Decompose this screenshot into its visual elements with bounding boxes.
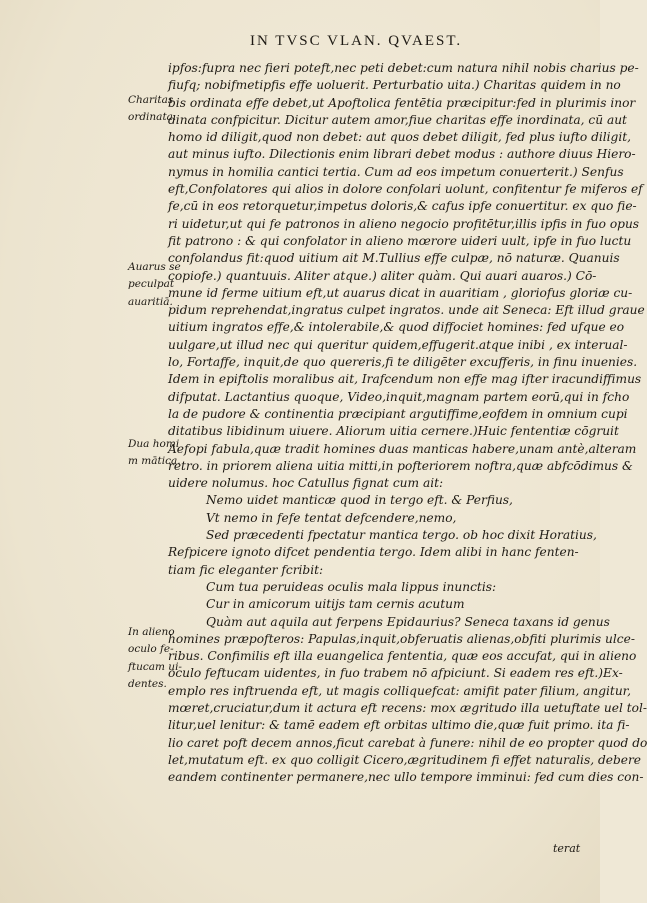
text-line: confolandus fit:quod uitium ait M.Tullius effe culpæ, nō naturæ. Quanuis [168,251,620,266]
text-line: Cur in amicorum uitijs tam cernis acutum [206,597,465,612]
text-line: lo, Fortaffe, inquit,de quo quereris,fi te diligēter excufferis, in finu inuenies. [168,355,638,370]
text-line: Quàm aut aquila aut ferpens Epidaurius? Seneca taxans id genus [206,614,610,629]
text-line: Aefopi fabula,quæ tradit homines duas manticas habere,unam antè,alteram [168,441,637,456]
text-line: litur,uel lenitur: & tamē eadem eft orbitas ultimo die,quæ fuit primo. ita fi- [168,718,630,733]
text-line: aut minus iufto. Dilectionis enim librari debet modus : authore diuus Hiero- [168,147,636,162]
text-line: fe,cū in eos retorquetur,impetus doloris,& cafus ipfe conuertitur. ex quo fie- [168,199,637,214]
text-line: fit patrono : & qui confolator in alieno mœrore uideri uult, ipfe in fuo luctu [168,233,632,248]
text-line: lio caret poft decem annos,ficut carebat à funere: nihil de eo propter quod do [168,735,647,750]
text-line: uulgare,ut illud nec qui queritur quidem,effugerit.atque inibi , ex interual- [168,337,628,352]
text-line: oculo feftucam uidentes, in fuo trabem nō afpiciunt. Si eadem res eft.)Ex- [168,666,623,681]
body-text [168,60,647,786]
text-line: uitium ingratos effe,& intolerabile,& quod diffociet homines: fed ufque eo [168,320,625,335]
text-line: fiufq; nobifmetipfis effe uoluerit. Perturbatio uita.) Charitas quidem in no [168,78,621,93]
text-line: mœret,cruciatur,dum it actura eft recens: mox ægritudo illa uetuftate uel tol- [168,700,647,715]
text-line: copiofe.) quantuuis. Aliter atque.) aliter quàm. Qui auari auaros.) Cō- [168,268,597,283]
text-line: dinata confpicitur. Dicitur autem amor,fiue charitas effe inordinata, cū aut [168,112,627,127]
text-line: eft,Confolatores qui alios in dolore confolari uolunt, confitentur fe miferos ef [168,182,643,197]
running-header: IN TVSC VLAN. QVAEST. [250,33,463,49]
text-line: ri uidetur,ut qui fe patronos in alieno negocio profitētur,illis ipfis in fuo opus [168,216,640,231]
text-line: Vt nemo in fefe tentat defcendere,nemo, [206,510,457,525]
text-line: ipfos:fupra nec fieri poteft,nec peti debet:cum natura nihil nobis charius pe- [168,61,639,75]
text-line: bis ordinata effe debet,ut Apoftolica fentētia præcipitur:fed in plurimis inor [168,95,636,110]
text-line: Idem in epiftolis moralibus ait, Irafcendum non effe mag ifter iracundiffimus [168,372,642,387]
margin-note-line: m mātica. [128,455,181,468]
text-line: la de pudore & continentia præcipiant argutiffime,eofdem in omnium cupi [168,406,628,421]
text-line: pidum reprehendat,ingratus culpet ingratos. unde ait Seneca: Eft illud graue [168,303,645,318]
text-line: Sed præcedenti fpectatur mantica tergo. ob hoc dixit Horatius, [206,528,597,543]
text-line: nymus in homilia cantici tertia. Cum ad eos impetum conuerterit.) Senfus [168,164,624,179]
text-line: emplo res inftruenda eft, ut magis colliquefcat: amifit pater filium, angitur, [168,683,632,698]
text-line: uidere nolumus. hoc Catullus fignat cum ait: [168,476,444,491]
text-line: difputat. Lactantius quoque, Video,inquit,magnam partem eorū,qui in fcho [168,389,630,404]
margin-note-line: auaritiā. [128,295,173,308]
text-line: tiam fic eleganter fcribit: [168,562,324,577]
margin-note-line: In alieno [128,626,175,638]
text-line: Nemo uidet manticæ quod in tergo eft. & Perfius, [206,493,513,508]
text-line: homo id diligit,quod non debet: aut quos debet diligit, fed plus iufto diligit, [168,130,632,145]
margin-note-line: Dua homi [128,438,180,450]
margin-note-line: Charitas [128,94,174,106]
margin-note-line: oculo fe- [128,643,174,656]
text-line: ribus. Confimilis eft illa euangelica fententia, quæ eos accufat, qui in alieno [168,649,637,664]
margin-note-line: ftucam ui- [128,660,182,673]
margin-note-line: peculpat [128,278,175,291]
text-line: retro. in priorem aliena uitia mitti,in pofteriorem noftra,quæ abfcōdimus & [168,458,633,473]
margin-note-line: dentes. [128,677,167,690]
text-line: mune id ferme uitium eft,ut auarus dicat in auaritiam , gloriofus gloriæ cu- [168,285,633,300]
text-line: let,mutatum eft. ex quo colligit Cicero,ægritudinem fi effet naturalis, debere [168,752,642,767]
catchword: terat [553,842,581,855]
margin-note-line: Auarus se [128,261,181,273]
text-line: eandem continenter permanere,nec ullo tempore imminui: fed cum dies con- [168,770,644,785]
text-line: homines præpofteros: Papulas,inquit,obferuatis alienas,obfiti plurimis ulce- [168,631,635,646]
text-line: Refpicere ignoto difcet pendentia tergo. Idem alibi in hanc fenten- [168,545,579,560]
margin-note-line: ordinata. [128,111,177,124]
text-line: Cum tua peruideas oculis mala lippus inunctis: [206,579,497,594]
text-line: ditatibus libidinum uiuere. Aliorum uitia cernere.)Huic fententiæ cōgruit [168,424,619,439]
